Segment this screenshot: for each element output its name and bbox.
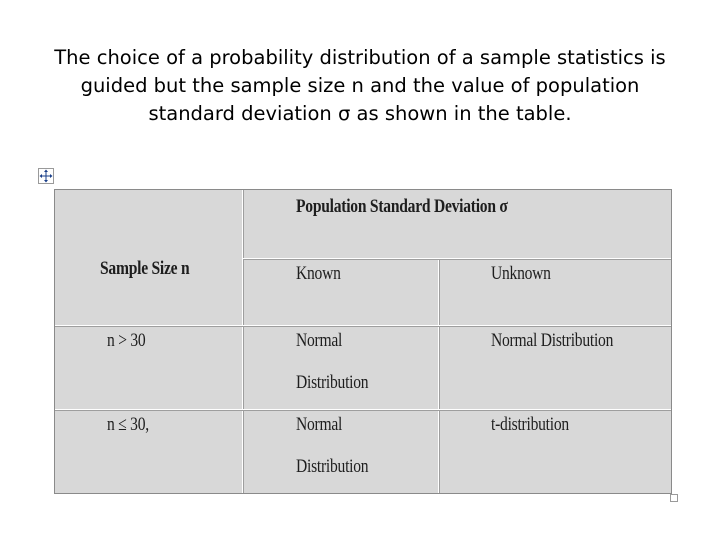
row-label-n-greater-30: n > 30: [107, 330, 146, 351]
grid-shade: [243, 190, 244, 493]
grid-shade: [243, 259, 671, 260]
column-unknown: Unknown: [491, 263, 551, 284]
move-icon: [39, 169, 53, 183]
slide-title: [20, 44, 700, 128]
row1-known-line1: Normal: [296, 330, 343, 351]
distribution-table: [54, 189, 672, 494]
row2-known-line1: Normal: [296, 414, 343, 435]
grid-shade: [55, 410, 671, 411]
grid-shade: [55, 326, 671, 327]
row-label-n-leq-30: n ≤ 30,: [107, 414, 149, 435]
column-known: Known: [296, 263, 341, 284]
row1-unknown: Normal Distribution: [491, 330, 614, 351]
header-population-std-dev: Population Standard Deviation σ: [296, 196, 508, 217]
row2-known-line2: Distribution: [296, 456, 369, 477]
resize-handle-icon[interactable]: [670, 494, 678, 502]
header-sample-size: Sample Size n: [100, 258, 190, 279]
grid-shade: [439, 258, 440, 493]
title-line-2: guided but the sample size n and the value of population: [80, 74, 640, 97]
title-line-3: standard deviation σ as shown in the table.: [148, 102, 572, 125]
title-line-1: The choice of a probability distribution of a sample statistics is: [54, 46, 666, 69]
table-move-handle[interactable]: [38, 168, 54, 184]
row1-known-line2: Distribution: [296, 372, 369, 393]
row2-unknown: t-distribution: [491, 414, 569, 435]
